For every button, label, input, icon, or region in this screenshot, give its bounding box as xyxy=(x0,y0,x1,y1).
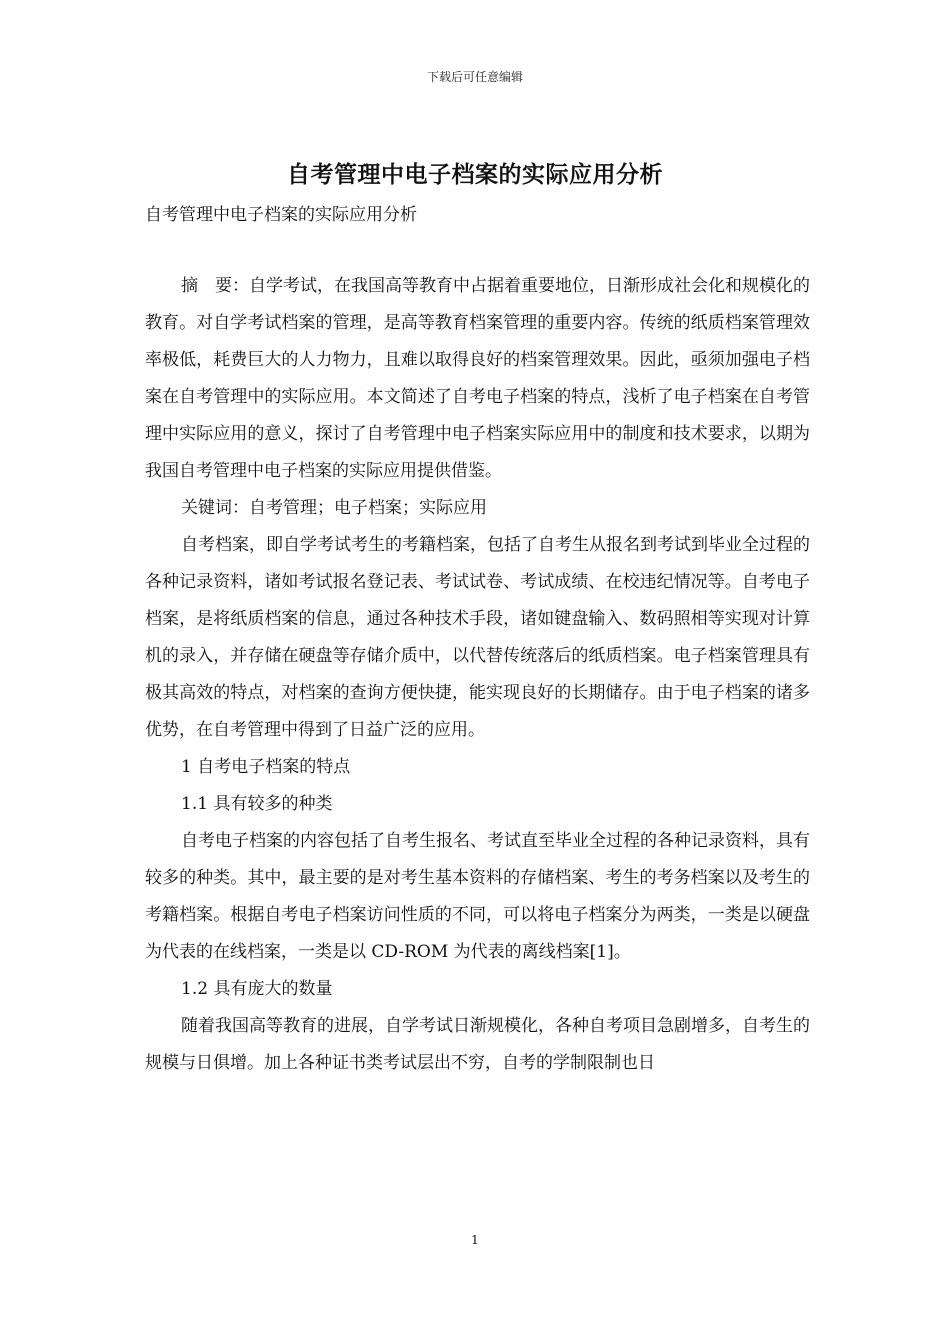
body-paragraph: 自考电子档案的内容包括了自考生报名、考试直至毕业全过程的各种记录资料，具有较多的种类。其中，最主要的是对考生基本资料的存储档案、考生的考务档案以及考生的考籍档案。根据自考电子档案访问性质的不同，可以将电子档案分为两类，一类是以硬盘为代表的在线档案，一类是以 CD-ROM 为代表的离线档案[1]。 xyxy=(145,831,810,962)
section-heading: 1 自考电子档案的特点 xyxy=(181,757,351,777)
page-header-note: 下载后可任意编辑 xyxy=(426,70,523,84)
body-paragraph: 随着我国高等教育的进展，自学考试日渐规模化，各种自考项目急剧增多，自考生的规模与日俱增。加上各种证书类考试层出不穷，自考的学制限制也日 xyxy=(145,1016,810,1073)
subsection-heading: 1.2 具有庞大的数量 xyxy=(181,979,333,999)
document-subtitle: 自考管理中电子档案的实际应用分析 xyxy=(145,205,417,225)
keywords-paragraph: 关键词：自考管理；电子档案；实际应用 xyxy=(181,498,487,518)
abstract-paragraph: 摘 要：自学考试，在我国高等教育中占据着重要地位，日渐形成社会化和规模化的教育。对自学考试档案的管理，是高等教育档案管理的重要内容。传统的纸质档案管理效率极低，耗费巨大的人力物力，且难以取得良好的档案管理效果。因此，亟须加强电子档案在自考管理中的实际应用。本文简述了自考电子档案的特点，浅析了电子档案在自考管理中实际应用的意义，探讨了自考管理中电子档案实际应用中的制度和技术要求，以期为我国自考管理中电子档案的实际应用提供借鉴。 xyxy=(145,276,810,481)
body-paragraph: 自考档案，即自学考试考生的考籍档案，包括了自考生从报名到考试到毕业全过程的各种记录资料，诸如考试报名登记表、考试试卷、考试成绩、在校违纪情况等。自考电子档案，是将纸质档案的信息，通过各种技术手段，诸如键盘输入、数码照相等实现对计算机的录入，并存储在硬盘等存储介质中，以代替传统落后的纸质档案。电子档案管理具有极其高效的特点，对档案的查询方便快捷，能实现良好的长期储存。由于电子档案的诸多优势，在自考管理中得到了日益广泛的应用。 xyxy=(145,535,810,740)
document-body xyxy=(145,268,810,1082)
page-number: 1 xyxy=(471,1233,479,1247)
document-title: 自考管理中电子档案的实际应用分析 xyxy=(287,161,663,188)
subsection-heading: 1.1 具有较多的种类 xyxy=(181,794,333,814)
